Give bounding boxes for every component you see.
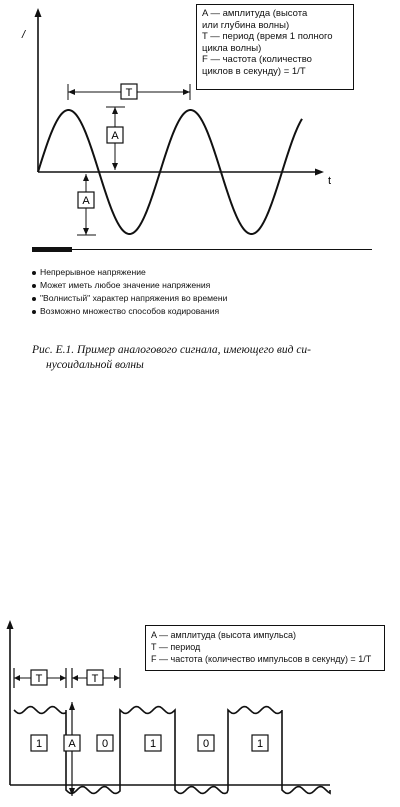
amplitude-label: A <box>68 738 76 750</box>
bit-label: 0 <box>101 738 109 750</box>
y-axis-label: / <box>22 29 26 41</box>
legend-line: T — период <box>151 642 201 652</box>
bullet-icon <box>32 297 36 301</box>
amplitude-label-bottom: A <box>82 195 90 207</box>
bit-label: 0 <box>202 738 210 750</box>
bullet-item: Непрерывное напряжение <box>32 266 227 279</box>
bit-label: 1 <box>256 738 264 750</box>
caption-line-2: нусоидальной волны <box>46 359 144 371</box>
bit-label: 1 <box>35 738 43 750</box>
period-label: T <box>125 87 133 99</box>
period-label-1: T <box>35 673 43 685</box>
period-label-2: T <box>91 673 99 685</box>
bullet-list <box>32 266 227 318</box>
y-axis-arrow <box>35 8 42 17</box>
y-axis-arrow <box>7 620 14 629</box>
bit-label: 1 <box>149 738 157 750</box>
horizontal-rule <box>32 249 372 250</box>
amplitude-label-top: A <box>111 130 119 142</box>
x-axis-label: t <box>328 175 332 187</box>
pulse-waveform <box>14 707 330 794</box>
digital-legend-box <box>145 625 385 671</box>
legend-line: F — частота (количество импульсов в секунду) = 1/T <box>151 654 372 664</box>
rule-thick-marker <box>32 247 72 252</box>
caption-line-1: Рис. Е.1. Пример аналогового сигнала, имеющего вид си- <box>32 344 312 356</box>
bullet-item: Может иметь любое значение напряжения <box>32 279 227 292</box>
figure-caption <box>32 343 382 373</box>
legend-line: цикла волны) <box>202 42 262 54</box>
bullet-icon <box>32 310 36 314</box>
legend-line: A — амплитуда (высота импульса) <box>151 630 297 640</box>
bullet-item: Возможно множество способов кодирования <box>32 305 227 318</box>
bullet-icon <box>32 271 36 275</box>
bullet-item: "Волнистый" характер напряжения во времени <box>32 292 227 305</box>
x-axis-arrow <box>315 169 324 176</box>
legend-line: или глубина волны) <box>202 19 290 31</box>
legend-line: A — амплитуда (высота <box>202 8 308 19</box>
legend-line: F — частота (количество <box>202 54 312 65</box>
legend-line: циклов в секунду) = 1/T <box>202 65 306 77</box>
bullet-icon <box>32 284 36 288</box>
legend-line: T — период (время 1 полного <box>202 31 333 42</box>
analog-legend-box <box>196 4 354 90</box>
